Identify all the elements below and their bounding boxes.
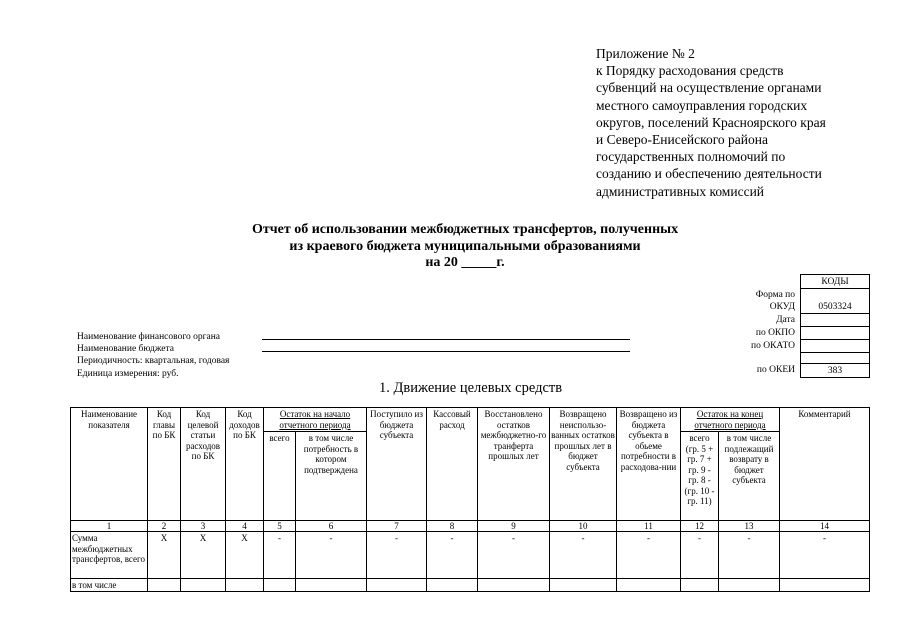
table-cell: - — [367, 532, 427, 579]
table-cell — [367, 579, 427, 592]
title-line-1: Отчет об использовании межбюджетных трансфертов, полученных — [251, 222, 679, 237]
col-number: 1 — [71, 521, 148, 532]
col-number: 6 — [296, 521, 367, 532]
okei-value: 383 — [800, 363, 870, 378]
table-header-row — [71, 408, 870, 432]
table-cell: - — [550, 532, 617, 579]
table-cell: - — [264, 532, 296, 579]
col-number: 13 — [719, 521, 780, 532]
header-returned-unused: Возвращено неиспользо-ванных остатков прошлых лет в бюджет субъекта — [550, 408, 617, 521]
okei-label: по ОКЕИ — [756, 365, 795, 375]
header-returned-need: Возвращено из бюджета субъекта в обьеме потребности в расходова-нии — [617, 408, 681, 521]
header-rest-end-total: всего (гр. 5 + гр. 7 + гр. 9 - гр. 8 - (гр. 10 - гр. 11) — [681, 432, 719, 521]
col-number: 5 — [264, 521, 296, 532]
table-cell: - — [427, 532, 478, 579]
okud-label: ОКУД — [769, 302, 795, 312]
appendix-line: и Северо-Енисейского района — [596, 132, 768, 148]
okpo-value — [800, 326, 870, 340]
table-cell: Х — [226, 532, 264, 579]
table-cell: - — [617, 532, 681, 579]
table-cell — [617, 579, 681, 592]
col-number: 4 — [226, 521, 264, 532]
header-rest-start-text: Остаток на начало отчетного периода — [279, 409, 351, 430]
table-cell — [719, 579, 780, 592]
table-cell — [681, 579, 719, 592]
table-cell: - — [296, 532, 367, 579]
table-cell — [780, 579, 870, 592]
header-cash: Кассовый расход — [427, 408, 478, 521]
col-number: 10 — [550, 521, 617, 532]
header-comment: Комментарий — [780, 408, 870, 521]
col-number: 8 — [427, 521, 478, 532]
table-cell — [148, 579, 181, 592]
movement-table — [70, 407, 870, 592]
row-incl-name: в том числе — [71, 579, 148, 592]
unit-label: Единица измерения: руб. — [77, 369, 179, 379]
okato-value — [800, 339, 870, 353]
header-received: Поступило из бюджета субъекта — [367, 408, 427, 521]
table-cell: Х — [181, 532, 226, 579]
table-cell — [427, 579, 478, 592]
col-number: 12 — [681, 521, 719, 532]
title-line-2: из краевого бюджета муниципальными образованиями — [289, 238, 641, 254]
appendix-line: местного самоуправления городских — [596, 97, 808, 113]
table-cell — [264, 579, 296, 592]
col-number: 7 — [367, 521, 427, 532]
appendix-line: субвенций на осуществление органами — [596, 80, 822, 96]
col-number: 9 — [478, 521, 550, 532]
header-code-income: Код доходов по БК — [226, 408, 264, 521]
table-cell: - — [681, 532, 719, 579]
header-code-target: Код целевой статьи расходов по БК — [181, 408, 226, 521]
title-line-3: на 20 _____г. — [425, 255, 505, 270]
section-title: 1. Движение целевых средств — [379, 380, 563, 396]
col-number: 14 — [780, 521, 870, 532]
appendix-block — [596, 45, 896, 200]
fin-organ-label: Наименование финансового органа — [77, 332, 221, 342]
appendix-line: округов, поселений Красноярского края — [596, 114, 826, 130]
appendix-line: административных комиссий — [596, 183, 765, 199]
date-label: Дата — [776, 315, 795, 325]
table-row — [71, 532, 870, 579]
appendix-line: созданию и обеспечению деятельности — [596, 166, 822, 182]
col-number: 2 — [148, 521, 181, 532]
fin-organ-line — [262, 339, 630, 340]
table-cell — [226, 579, 264, 592]
okpo-label: по ОКПО — [755, 328, 795, 338]
table-cell: - — [478, 532, 550, 579]
okato-label: по ОКАТО — [751, 341, 795, 351]
table-row — [71, 579, 870, 592]
report-title — [175, 222, 755, 272]
header-rest-start-incl: в том числе потребность в котором подтверждена — [296, 432, 367, 521]
col-number: 3 — [181, 521, 226, 532]
form-label: Форма по — [755, 290, 795, 300]
header-name: Наименование показателя — [71, 408, 148, 521]
header-code-head: Код главы по БК — [148, 408, 181, 521]
table-cell — [296, 579, 367, 592]
table-cell — [181, 579, 226, 592]
col-number: 11 — [617, 521, 681, 532]
header-rest-end-return: в том числе подлежащий возврату в бюджет субъекта — [719, 432, 780, 521]
appendix-line: к Порядку расходования средств — [596, 63, 784, 79]
appendix-line: Приложение № 2 — [596, 46, 695, 61]
header-rest-end — [681, 408, 780, 432]
header-restored: Восстановлено остатков межбюджетно-го транферта прошлых лет — [478, 408, 550, 521]
header-rest-start-total: всего — [264, 432, 296, 521]
header-rest-end-text: Остаток на конец отчетного периода — [694, 409, 766, 430]
okud-value: 0503324 — [800, 300, 870, 314]
periodicity-label: Периодичность: квартальная, годовая — [77, 356, 230, 366]
budget-line — [262, 351, 630, 352]
appendix-line: государственных полномочий по — [596, 149, 786, 165]
budget-label: Наименование бюджета — [77, 344, 174, 354]
table-cell: - — [719, 532, 780, 579]
table-cell — [550, 579, 617, 592]
date-value — [800, 313, 870, 327]
codes-header: КОДЫ — [800, 274, 870, 289]
header-rest-start — [264, 408, 367, 432]
table-cell: Х — [148, 532, 181, 579]
row-total-name: Сумма межбюджетных трансфертов, всего — [71, 532, 148, 579]
column-numbers-row — [71, 521, 870, 532]
table-cell — [478, 579, 550, 592]
table-cell: - — [780, 532, 870, 579]
